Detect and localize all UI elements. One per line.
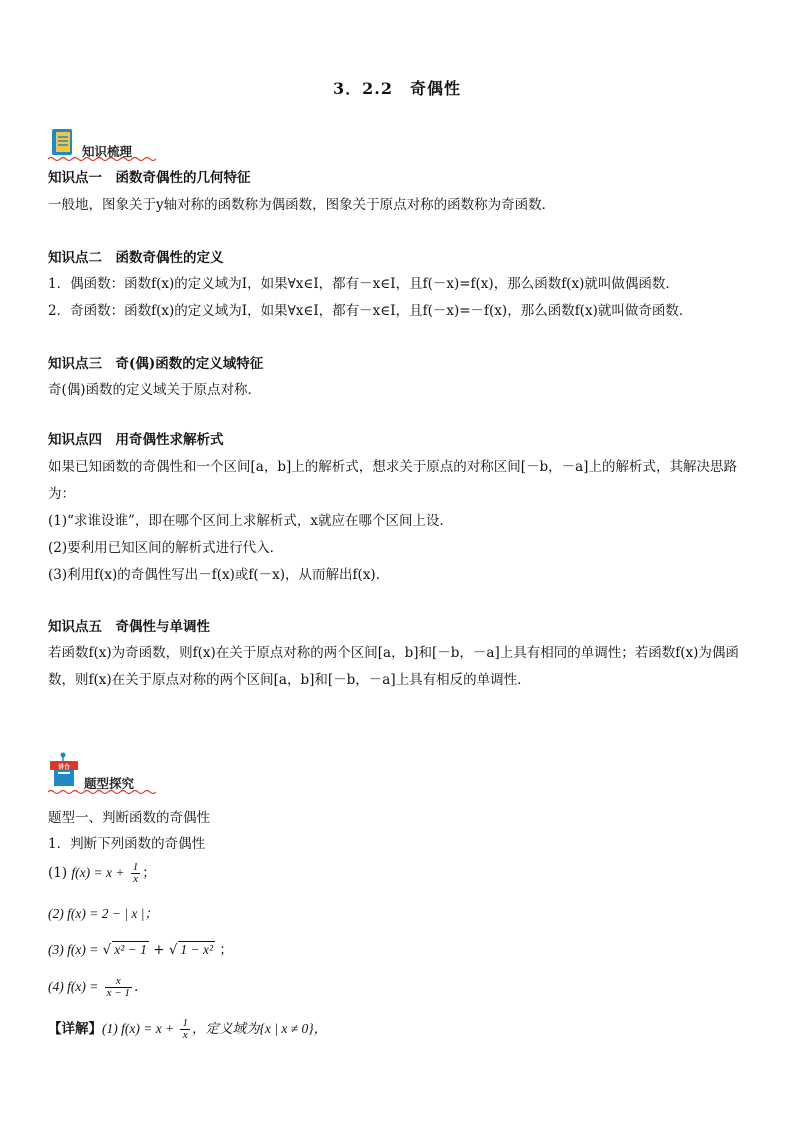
item-1: [48, 862, 156, 885]
item-3-radicand-2: 1 − x²: [180, 942, 214, 957]
section-practice-header: [48, 752, 188, 792]
kp1-heading: 知识点一 函数奇偶性的几何特征: [48, 170, 251, 186]
sqrt-symbol: √: [168, 942, 178, 958]
detail-numerator: 1: [182, 1017, 188, 1029]
detail-line: [48, 1018, 327, 1041]
kp4-line5: (3)利用f(x)的奇偶性写出－f(x)或f(－x)，从而解出f(x)．: [48, 567, 390, 583]
item-3-tail: ；: [219, 942, 233, 958]
item-1-denominator: x: [133, 873, 138, 885]
item-3-prefix: (3) f(x) =: [48, 942, 99, 957]
item-4-tail: .: [133, 979, 139, 995]
item-4-fraction: [105, 976, 132, 999]
kp2-line1: 1．偶函数：函数f(x)的定义域为I，如果∀x∈I，都有－x∈I，且f(－x)=f(x)，那么函数f(x)就叫做偶函数．: [48, 276, 679, 292]
item-2: (2) f(x) = 2 − | x |；: [48, 906, 158, 921]
page-title: 3．2.2 奇偶性: [333, 79, 461, 98]
kp4-line1: 如果已知函数的奇偶性和一个区间[a，b]上的解析式，想求关于原点的对称区间[－b，－a]上的解析式，其解决思路: [48, 459, 737, 475]
item-4: [48, 976, 138, 999]
section-title-knowledge: 知识梳理: [82, 144, 133, 159]
item-4-prefix: (4) f(x) =: [48, 979, 99, 994]
kp4-line3: (1)“求谁设谁”，即在哪个区间上求解析式，x就应在哪个区间上设．: [48, 513, 454, 529]
item-1-numerator: 1: [132, 861, 139, 873]
detail-fraction: [180, 1018, 190, 1041]
kp2-line2: 2．奇函数：函数f(x)的定义域为I，如果∀x∈I，都有－x∈I，且f(－x)=－f(x)，那么函数f(x)就叫做奇函数．: [48, 303, 693, 319]
item-3: [48, 938, 233, 958]
kp1-body: 一般地，图象关于y轴对称的函数称为偶函数，图象关于原点对称的函数称为奇函数．: [48, 197, 556, 213]
item-1-lhs: f(x) = x +: [71, 865, 125, 880]
section-title-practice: 题型探究: [84, 776, 135, 791]
question-1: 1．判断下列函数的奇偶性: [48, 836, 206, 852]
item-3-plus: +: [153, 942, 165, 958]
item-4-denominator: x − 1: [106, 987, 130, 999]
lectern-badge: 讲台: [58, 764, 71, 771]
type1-heading: 题型一、判断函数的奇偶性: [48, 810, 210, 826]
kp2-heading: 知识点二 函数奇偶性的定义: [48, 250, 224, 266]
detail-denominator: x: [182, 1029, 188, 1041]
wavy-underline: [48, 156, 158, 162]
item-4-numerator: x: [105, 976, 132, 988]
kp3-body: 奇(偶)函数的定义域关于原点对称．: [48, 382, 262, 398]
kp4-line4: (2)要利用已知区间的解析式进行代入．: [48, 540, 284, 556]
kp5-line1: 若函数f(x)为奇函数，则f(x)在关于原点对称的两个区间[a，b]和[－b，－a]上具有相同的单调性；若函数f(x)为偶函: [48, 645, 739, 661]
item-1-tail: ；: [142, 865, 156, 881]
item-1-fraction: [131, 862, 141, 885]
kp4-line2: 为：: [48, 486, 75, 502]
wavy-underline: [48, 789, 158, 795]
kp5-line2: 数，则f(x)在关于原点对称的两个区间[a，b]和[－b，－a]上具有相反的单调性．: [48, 672, 531, 688]
section-knowledge-header: [48, 126, 188, 160]
detail-part1: (1) f(x) = x +: [102, 1021, 175, 1036]
kp4-heading: 知识点四 用奇偶性求解析式: [48, 432, 224, 448]
item-3-radicand-1: x² − 1: [114, 942, 147, 957]
detail-label: 【详解】: [48, 1021, 102, 1037]
kp3-heading: 知识点三 奇(偶)函数的定义域特征: [48, 356, 264, 372]
book-icon: [50, 128, 76, 158]
detail-part2: ，定义域为{x | x ≠ 0}，: [191, 1021, 328, 1036]
kp5-heading: 知识点五 奇偶性与单调性: [48, 619, 210, 635]
sqrt-symbol: √: [102, 942, 112, 958]
item-1-prefix: (1): [48, 865, 68, 881]
